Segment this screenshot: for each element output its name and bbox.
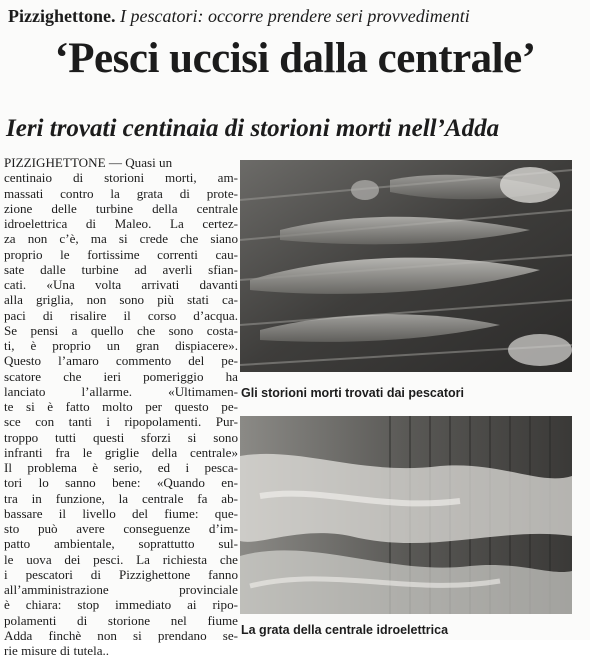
- body-line: Questo l’amaro commento del pe-: [4, 353, 238, 369]
- body-line: polamenti di storione nel fiume: [4, 612, 238, 628]
- kicker-place: Pizzighettone.: [8, 6, 116, 26]
- subheadline: Ieri trovati centinaia di storioni morti nell’Adda: [6, 115, 500, 142]
- body-line: rie misure di tutela..: [4, 643, 110, 658]
- body-line: paci di risalire il corso d’acqua.: [4, 307, 238, 323]
- body-line: idroelettrica di Maleo. La certez-: [4, 216, 238, 231]
- body-line: centinaio di storioni morti, am-: [4, 170, 238, 186]
- body-line: cati. «Una volta arrivati davanti: [4, 277, 238, 292]
- body-line: massati contro la grata di protе-: [4, 185, 238, 201]
- body-line: lanciato l’allarme. «Ultimamen-: [4, 383, 238, 399]
- body-line: te si è fatto molto per questo pe-: [4, 399, 238, 414]
- body-line: zione delle turbine della centrale: [4, 200, 238, 216]
- photo-caption-1: Gli storioni morti trovati dai pescatori: [241, 386, 464, 400]
- headline: ‘Pesci uccisi dalla centrale’: [54, 35, 536, 82]
- body-line: alla griglia, non sono più stati ca-: [4, 292, 238, 308]
- body-line: patto ambientale, soprattutto sul-: [4, 536, 238, 552]
- body-line: bassare il livello del fiume: que-: [4, 505, 238, 521]
- body-line: ti, è proprio un gran dispiacere».: [4, 338, 238, 353]
- body-line: infranti fra le griglie della centrale»: [4, 444, 238, 460]
- body-line: tori lo sanno bene: «Quando en-: [4, 475, 238, 491]
- body-line: è chiara: stop immediato ai ripo-: [4, 597, 238, 613]
- photo-dead-sturgeons: [240, 160, 572, 372]
- body-line: sto può avere conseguenze d’im-: [4, 521, 238, 536]
- body-line: scatore che ieri pomeriggio ha: [4, 368, 238, 384]
- body-line: za non c’è, ma si crede che siano: [4, 231, 238, 247]
- body-line: Il problema è serio, ed i pesca-: [4, 460, 238, 475]
- body-line: all’amministrazione provinciale: [4, 582, 238, 597]
- body-line: Adda finchè non si prendano se-: [4, 627, 238, 643]
- kicker: [8, 4, 578, 28]
- body-line: PIZZIGHETTONE — Quasi un: [4, 155, 173, 170]
- body-line: sate dalle turbine ad averli sfian-: [4, 261, 238, 277]
- photo-power-plant-grate: [240, 416, 572, 614]
- article-body: [4, 155, 238, 658]
- kicker-subtitle: I pescatori: occorre prendere seri provvedimenti: [119, 6, 470, 26]
- body-line: le uova dei pesci. La richiesta che: [4, 551, 238, 567]
- body-line: troppo tutti questi sforzi si sono: [4, 429, 238, 445]
- body-line: Se pensi a quello che sono costa-: [4, 322, 238, 338]
- body-line: i pescatori di Pizzighettone fanno: [4, 566, 238, 582]
- body-line: tra in funzione, la centrale fa ab-: [4, 490, 238, 506]
- body-line: sce con tanti i ripopolamenti. Pur-: [4, 414, 238, 430]
- body-line: proprio le fortissime correnti cau-: [4, 246, 238, 262]
- photo-caption-2: La grata della centrale idroelettrica: [241, 623, 449, 637]
